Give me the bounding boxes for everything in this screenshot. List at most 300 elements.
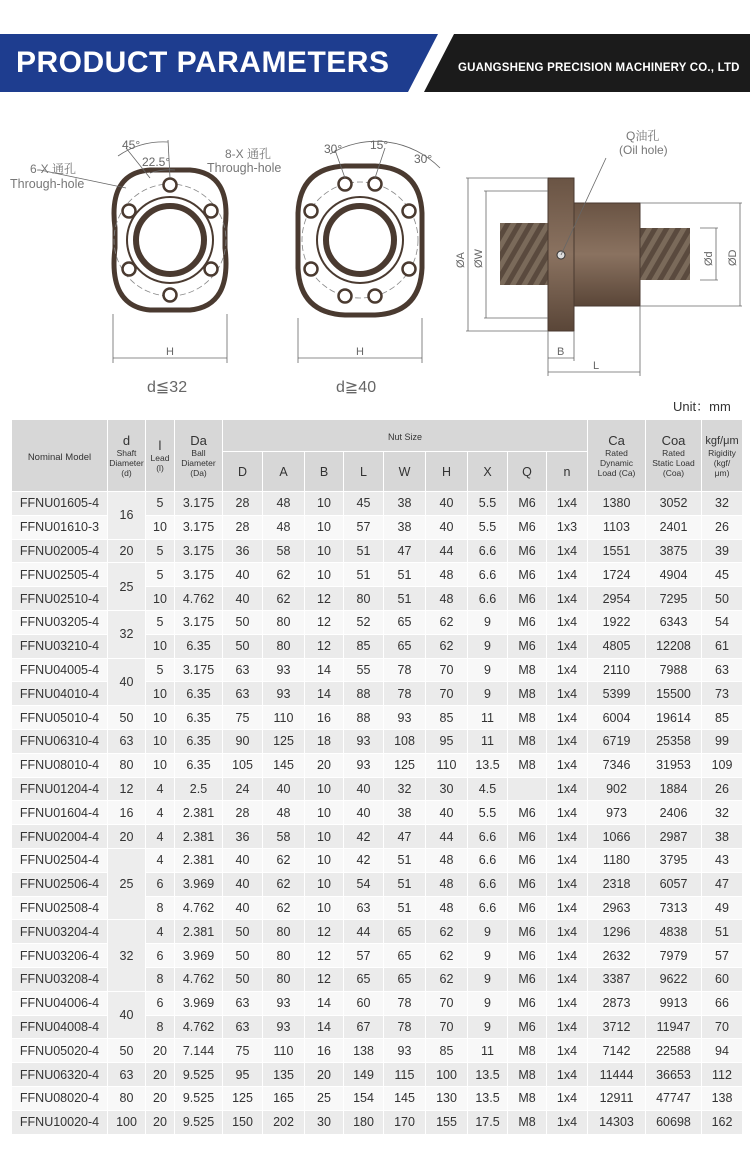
table-cell: 2873 bbox=[588, 991, 646, 1015]
table-cell: 9622 bbox=[646, 967, 702, 991]
table-cell: 145 bbox=[384, 1086, 426, 1110]
header-lead: l Lead (l) bbox=[146, 420, 175, 492]
table-cell: 1296 bbox=[588, 920, 646, 944]
cell-model: FFNU08010-4 bbox=[12, 753, 108, 777]
table-cell: 8 bbox=[146, 967, 175, 991]
table-cell: 10 bbox=[305, 539, 344, 563]
cell-model: FFNU02505-4 bbox=[12, 563, 108, 587]
header-rigidity: kgf/μm Rigidity (kgf/ μm) bbox=[702, 420, 743, 492]
table-cell: 1x4 bbox=[547, 1039, 588, 1063]
table-cell: 6.35 bbox=[175, 706, 223, 730]
table-cell: 49 bbox=[702, 896, 743, 920]
table-cell: 94 bbox=[702, 1039, 743, 1063]
table-cell: 18 bbox=[305, 729, 344, 753]
table-cell: 9.525 bbox=[175, 1110, 223, 1134]
table-cell: 26 bbox=[702, 777, 743, 801]
cell-model: FFNU04008-4 bbox=[12, 1015, 108, 1039]
table-cell: 38 bbox=[384, 515, 426, 539]
table-cell: 1x4 bbox=[547, 872, 588, 896]
cell-shaft-diameter: 50 bbox=[108, 1039, 146, 1063]
table-cell: 6.6 bbox=[468, 825, 508, 849]
table-cell: 51 bbox=[384, 896, 426, 920]
table-cell: 4.762 bbox=[175, 587, 223, 611]
table-cell: 93 bbox=[263, 658, 305, 682]
table-cell: 10 bbox=[146, 587, 175, 611]
dimension-label: H bbox=[166, 346, 174, 358]
table-cell: 50 bbox=[223, 634, 263, 658]
table-cell: 109 bbox=[702, 753, 743, 777]
table-cell: 13.5 bbox=[468, 753, 508, 777]
table-cell: 8 bbox=[146, 896, 175, 920]
table-cell: 44 bbox=[426, 539, 468, 563]
table-cell: 63 bbox=[223, 658, 263, 682]
table-cell: 10 bbox=[146, 753, 175, 777]
table-cell: M6 bbox=[508, 872, 547, 896]
table-cell: 170 bbox=[384, 1110, 426, 1134]
table-cell: 20 bbox=[146, 1086, 175, 1110]
table-cell: 63 bbox=[223, 991, 263, 1015]
table-cell: 62 bbox=[426, 634, 468, 658]
table-cell: 93 bbox=[384, 706, 426, 730]
table-cell: 1x4 bbox=[547, 825, 588, 849]
table-cell: 20 bbox=[146, 1039, 175, 1063]
table-cell: 3387 bbox=[588, 967, 646, 991]
table-cell: 973 bbox=[588, 801, 646, 825]
table-cell: 78 bbox=[384, 991, 426, 1015]
table-cell: 6.6 bbox=[468, 539, 508, 563]
table-cell: 154 bbox=[344, 1086, 384, 1110]
table-cell: 6.6 bbox=[468, 872, 508, 896]
table-cell: 45 bbox=[702, 563, 743, 587]
table-cell: 63 bbox=[223, 1015, 263, 1039]
table-cell: 62 bbox=[426, 610, 468, 634]
table-cell: 48 bbox=[263, 515, 305, 539]
cell-model: FFNU02504-4 bbox=[12, 848, 108, 872]
table-cell: 1180 bbox=[588, 848, 646, 872]
dimension-label: ØW bbox=[473, 249, 485, 268]
table-cell: 1x4 bbox=[547, 777, 588, 801]
table-cell: 24 bbox=[223, 777, 263, 801]
table-cell: 47 bbox=[702, 872, 743, 896]
cell-model: FFNU10020-4 bbox=[12, 1110, 108, 1134]
table-cell: 62 bbox=[263, 872, 305, 896]
table-cell: M8 bbox=[508, 658, 547, 682]
angle-label: 30° bbox=[324, 142, 343, 156]
table-cell: 50 bbox=[223, 967, 263, 991]
table-cell: 47 bbox=[384, 825, 426, 849]
table-row bbox=[12, 610, 743, 634]
table-cell: 63 bbox=[702, 658, 743, 682]
table-cell: 20 bbox=[305, 753, 344, 777]
table-cell: 70 bbox=[426, 682, 468, 706]
table-cell: 1x4 bbox=[547, 587, 588, 611]
angle-label: 15° bbox=[370, 138, 389, 152]
table-cell: M6 bbox=[508, 492, 547, 516]
dimension-label: ØD bbox=[727, 249, 739, 266]
table-cell: 85 bbox=[426, 706, 468, 730]
table-cell: 48 bbox=[426, 872, 468, 896]
table-cell: 11444 bbox=[588, 1063, 646, 1087]
table-cell: 1551 bbox=[588, 539, 646, 563]
table-cell: 19614 bbox=[646, 706, 702, 730]
cell-model: FFNU02510-4 bbox=[12, 587, 108, 611]
table-cell: 6 bbox=[146, 944, 175, 968]
table-cell: 44 bbox=[344, 920, 384, 944]
table-cell: 38 bbox=[384, 492, 426, 516]
table-cell: 65 bbox=[344, 967, 384, 991]
table-cell: 13.5 bbox=[468, 1063, 508, 1087]
table-cell: 7295 bbox=[646, 587, 702, 611]
hole-label: 6-X 通孔 bbox=[30, 162, 77, 176]
table-cell: 28 bbox=[223, 515, 263, 539]
table-cell: 1x4 bbox=[547, 658, 588, 682]
dimension-label: Ød bbox=[703, 251, 715, 266]
table-cell: 2.381 bbox=[175, 920, 223, 944]
table-cell: 10 bbox=[305, 872, 344, 896]
page-title: PRODUCT PARAMETERS bbox=[16, 46, 390, 79]
table-cell: 40 bbox=[263, 777, 305, 801]
table-cell: 12 bbox=[305, 967, 344, 991]
table-cell: M8 bbox=[508, 682, 547, 706]
table-cell: 112 bbox=[702, 1063, 743, 1087]
table-cell: 6.6 bbox=[468, 587, 508, 611]
table-cell: 2.381 bbox=[175, 848, 223, 872]
cell-model: FFNU03210-4 bbox=[12, 634, 108, 658]
table-cell: 48 bbox=[426, 563, 468, 587]
caption: d≦32 bbox=[147, 379, 188, 396]
table-cell: 3.175 bbox=[175, 563, 223, 587]
table-cell: 70 bbox=[426, 1015, 468, 1039]
table-cell: M6 bbox=[508, 539, 547, 563]
table-cell: 80 bbox=[263, 920, 305, 944]
table-cell: 130 bbox=[426, 1086, 468, 1110]
table-cell: 78 bbox=[384, 1015, 426, 1039]
table-cell: 6004 bbox=[588, 706, 646, 730]
table-cell: 47747 bbox=[646, 1086, 702, 1110]
table-cell: 6.6 bbox=[468, 563, 508, 587]
table-cell: 55 bbox=[344, 658, 384, 682]
table-cell: 1x4 bbox=[547, 1063, 588, 1087]
table-cell: 40 bbox=[426, 515, 468, 539]
table-cell: 11 bbox=[468, 706, 508, 730]
table-cell: 12911 bbox=[588, 1086, 646, 1110]
table-cell: 14 bbox=[305, 658, 344, 682]
table-cell: 42 bbox=[344, 825, 384, 849]
table-cell: 6.35 bbox=[175, 753, 223, 777]
table-cell: 9 bbox=[468, 944, 508, 968]
table-cell: M8 bbox=[508, 1063, 547, 1087]
cell-shaft-diameter: 50 bbox=[108, 706, 146, 730]
table-cell: 65 bbox=[384, 920, 426, 944]
table-cell: 2.381 bbox=[175, 801, 223, 825]
table-cell: 3.969 bbox=[175, 872, 223, 896]
table-cell: 60 bbox=[344, 991, 384, 1015]
table-cell: 70 bbox=[426, 658, 468, 682]
cell-shaft-diameter: 80 bbox=[108, 753, 146, 777]
cell-model: FFNU04006-4 bbox=[12, 991, 108, 1015]
table-cell: 10 bbox=[305, 563, 344, 587]
table-cell: 10 bbox=[146, 515, 175, 539]
table-cell: 85 bbox=[426, 1039, 468, 1063]
technical-drawing bbox=[0, 118, 750, 418]
table-cell: 32 bbox=[702, 492, 743, 516]
table-cell: 7313 bbox=[646, 896, 702, 920]
table-cell: 48 bbox=[426, 587, 468, 611]
table-cell: 70 bbox=[702, 1015, 743, 1039]
table-cell: 1x4 bbox=[547, 896, 588, 920]
table-cell: 63 bbox=[344, 896, 384, 920]
table-cell: 1x3 bbox=[547, 515, 588, 539]
table-cell: 31953 bbox=[646, 753, 702, 777]
table-cell: 40 bbox=[223, 896, 263, 920]
cell-model: FFNU01204-4 bbox=[12, 777, 108, 801]
table-cell: 60698 bbox=[646, 1110, 702, 1134]
cell-model: FFNU05010-4 bbox=[12, 706, 108, 730]
table-row bbox=[12, 991, 743, 1015]
header-nut-col: W bbox=[384, 452, 426, 492]
table-cell: 9.525 bbox=[175, 1063, 223, 1087]
table-cell: 1x4 bbox=[547, 991, 588, 1015]
angle-label: 45° bbox=[122, 138, 141, 152]
table-cell: 40 bbox=[223, 872, 263, 896]
table-cell: 20 bbox=[305, 1063, 344, 1087]
table-cell: 4 bbox=[146, 848, 175, 872]
table-cell: 10 bbox=[305, 848, 344, 872]
table-cell: 5.5 bbox=[468, 801, 508, 825]
cell-model: FFNU04005-4 bbox=[12, 658, 108, 682]
table-cell: 5 bbox=[146, 539, 175, 563]
table-cell: 180 bbox=[344, 1110, 384, 1134]
table-cell: 10 bbox=[305, 515, 344, 539]
table-cell: 62 bbox=[426, 920, 468, 944]
table-cell: 51 bbox=[384, 872, 426, 896]
table-cell: 48 bbox=[426, 896, 468, 920]
table-cell: M6 bbox=[508, 1015, 547, 1039]
cell-shaft-diameter: 40 bbox=[108, 991, 146, 1039]
table-cell: M6 bbox=[508, 896, 547, 920]
table-cell: 50 bbox=[702, 587, 743, 611]
table-cell: 7988 bbox=[646, 658, 702, 682]
flange-drawing-small bbox=[10, 138, 227, 396]
table-cell: 1x4 bbox=[547, 706, 588, 730]
table-row bbox=[12, 848, 743, 872]
table-cell: M6 bbox=[508, 848, 547, 872]
table-cell: 155 bbox=[426, 1110, 468, 1134]
cell-shaft-diameter: 12 bbox=[108, 777, 146, 801]
table-cell: 95 bbox=[426, 729, 468, 753]
table-cell: 3875 bbox=[646, 539, 702, 563]
table-cell: 14303 bbox=[588, 1110, 646, 1134]
table-row bbox=[12, 801, 743, 825]
table-cell: 62 bbox=[263, 563, 305, 587]
table-cell: 165 bbox=[263, 1086, 305, 1110]
table-cell: 6.35 bbox=[175, 729, 223, 753]
table-cell: 50 bbox=[223, 610, 263, 634]
cell-shaft-diameter: 40 bbox=[108, 658, 146, 706]
cell-model: FFNU02005-4 bbox=[12, 539, 108, 563]
table-cell: 93 bbox=[263, 682, 305, 706]
table-cell: 1x4 bbox=[547, 492, 588, 516]
table-cell bbox=[508, 777, 547, 801]
table-cell: 1x4 bbox=[547, 539, 588, 563]
table-cell: M8 bbox=[508, 729, 547, 753]
table-cell: 80 bbox=[263, 610, 305, 634]
table-cell: 10 bbox=[305, 801, 344, 825]
table-cell: 2.5 bbox=[175, 777, 223, 801]
table-cell: 50 bbox=[223, 920, 263, 944]
table-cell: 9 bbox=[468, 634, 508, 658]
table-cell: 14 bbox=[305, 1015, 344, 1039]
table-cell: 93 bbox=[263, 991, 305, 1015]
table-cell: 51 bbox=[384, 848, 426, 872]
table-cell: 52 bbox=[344, 610, 384, 634]
table-cell: 40 bbox=[223, 587, 263, 611]
table-cell: 22588 bbox=[646, 1039, 702, 1063]
table-row bbox=[12, 777, 743, 801]
table-cell: M8 bbox=[508, 706, 547, 730]
cell-model: FFNU04010-4 bbox=[12, 682, 108, 706]
table-cell: 6 bbox=[146, 872, 175, 896]
table-cell: 28 bbox=[223, 492, 263, 516]
table-cell: 38 bbox=[384, 801, 426, 825]
table-cell: M8 bbox=[508, 753, 547, 777]
table-cell: 57 bbox=[344, 944, 384, 968]
table-cell: M6 bbox=[508, 920, 547, 944]
table-cell: 32 bbox=[702, 801, 743, 825]
table-cell: 40 bbox=[344, 777, 384, 801]
table-cell: M6 bbox=[508, 634, 547, 658]
header-nut-col: L bbox=[344, 452, 384, 492]
table-cell: 7979 bbox=[646, 944, 702, 968]
cell-shaft-diameter: 63 bbox=[108, 729, 146, 753]
table-cell: M8 bbox=[508, 1039, 547, 1063]
table-cell: 80 bbox=[344, 587, 384, 611]
table-row bbox=[12, 563, 743, 587]
table-cell: 4904 bbox=[646, 563, 702, 587]
table-cell: 80 bbox=[263, 634, 305, 658]
table-cell: 1066 bbox=[588, 825, 646, 849]
table-row bbox=[12, 492, 743, 516]
header-nut-col: H bbox=[426, 452, 468, 492]
table-cell: 11947 bbox=[646, 1015, 702, 1039]
table-cell: 3795 bbox=[646, 848, 702, 872]
table-row bbox=[12, 729, 743, 753]
table-cell: 12 bbox=[305, 610, 344, 634]
table-cell: 65 bbox=[384, 634, 426, 658]
table-cell: 1724 bbox=[588, 563, 646, 587]
table-cell: 60 bbox=[702, 967, 743, 991]
table-cell: 65 bbox=[384, 967, 426, 991]
hole-label: 8-X 通孔 bbox=[225, 147, 272, 161]
header-nut-col: A bbox=[263, 452, 305, 492]
table-cell: 5 bbox=[146, 610, 175, 634]
cell-shaft-diameter: 63 bbox=[108, 1063, 146, 1087]
cell-model: FFNU02506-4 bbox=[12, 872, 108, 896]
table-row bbox=[12, 539, 743, 563]
table-cell: 4.762 bbox=[175, 967, 223, 991]
table-cell: 11 bbox=[468, 1039, 508, 1063]
table-row bbox=[12, 1110, 743, 1134]
table-cell: 3.175 bbox=[175, 492, 223, 516]
table-cell: 5 bbox=[146, 492, 175, 516]
table-cell: 1x4 bbox=[547, 1086, 588, 1110]
table-cell: 30 bbox=[426, 777, 468, 801]
table-cell: 9.525 bbox=[175, 1086, 223, 1110]
cell-model: FFNU01604-4 bbox=[12, 801, 108, 825]
table-cell: 105 bbox=[223, 753, 263, 777]
table-cell: 90 bbox=[223, 729, 263, 753]
header-coa: Coa Rated Static Load (Coa) bbox=[646, 420, 702, 492]
header-nut-col: X bbox=[468, 452, 508, 492]
table-cell: 16 bbox=[305, 706, 344, 730]
header-ca: Ca Rated Dynamic Load (Ca) bbox=[588, 420, 646, 492]
table-cell: 2954 bbox=[588, 587, 646, 611]
table-cell: 75 bbox=[223, 1039, 263, 1063]
table-cell: 51 bbox=[702, 920, 743, 944]
table-cell: 61 bbox=[702, 634, 743, 658]
table-cell: 78 bbox=[384, 682, 426, 706]
table-cell: 12 bbox=[305, 587, 344, 611]
table-cell: M6 bbox=[508, 967, 547, 991]
flange-drawing-large bbox=[207, 138, 440, 396]
table-cell: 51 bbox=[344, 539, 384, 563]
table-cell: 2987 bbox=[646, 825, 702, 849]
table-cell: 15500 bbox=[646, 682, 702, 706]
table-cell: 10 bbox=[146, 729, 175, 753]
cell-model: FFNU02004-4 bbox=[12, 825, 108, 849]
table-cell: 1380 bbox=[588, 492, 646, 516]
table-cell: 39 bbox=[702, 539, 743, 563]
table-cell: 2632 bbox=[588, 944, 646, 968]
table-cell: 902 bbox=[588, 777, 646, 801]
table-cell: 67 bbox=[344, 1015, 384, 1039]
table-cell: 4.762 bbox=[175, 896, 223, 920]
table-cell: 1103 bbox=[588, 515, 646, 539]
cell-model: FFNU01610-3 bbox=[12, 515, 108, 539]
table-cell: 93 bbox=[263, 1015, 305, 1039]
table-cell: M6 bbox=[508, 944, 547, 968]
oil-hole-label: Q油孔 bbox=[626, 129, 660, 143]
table-row bbox=[12, 753, 743, 777]
table-cell: M6 bbox=[508, 801, 547, 825]
table-cell: 6.35 bbox=[175, 682, 223, 706]
table-cell: 115 bbox=[384, 1063, 426, 1087]
table-cell: 65 bbox=[384, 944, 426, 968]
table-cell: 51 bbox=[384, 587, 426, 611]
table-cell: 162 bbox=[702, 1110, 743, 1134]
table-cell: M6 bbox=[508, 515, 547, 539]
table-cell: 9913 bbox=[646, 991, 702, 1015]
table-cell: 6719 bbox=[588, 729, 646, 753]
table-row bbox=[12, 1039, 743, 1063]
table-cell: 44 bbox=[426, 825, 468, 849]
table-cell: 1x4 bbox=[547, 753, 588, 777]
cell-shaft-diameter: 16 bbox=[108, 801, 146, 825]
table-cell: 73 bbox=[702, 682, 743, 706]
table-cell: 10 bbox=[305, 825, 344, 849]
header-nut-col: Q bbox=[508, 452, 547, 492]
table-cell: 6.35 bbox=[175, 634, 223, 658]
cell-model: FFNU02508-4 bbox=[12, 896, 108, 920]
table-cell: 3712 bbox=[588, 1015, 646, 1039]
table-cell: 4 bbox=[146, 825, 175, 849]
cell-model: FFNU03208-4 bbox=[12, 967, 108, 991]
cell-shaft-diameter: 20 bbox=[108, 539, 146, 563]
table-cell: 85 bbox=[702, 706, 743, 730]
table-cell: M8 bbox=[508, 1086, 547, 1110]
table-cell: 62 bbox=[263, 848, 305, 872]
table-cell: 14 bbox=[305, 991, 344, 1015]
